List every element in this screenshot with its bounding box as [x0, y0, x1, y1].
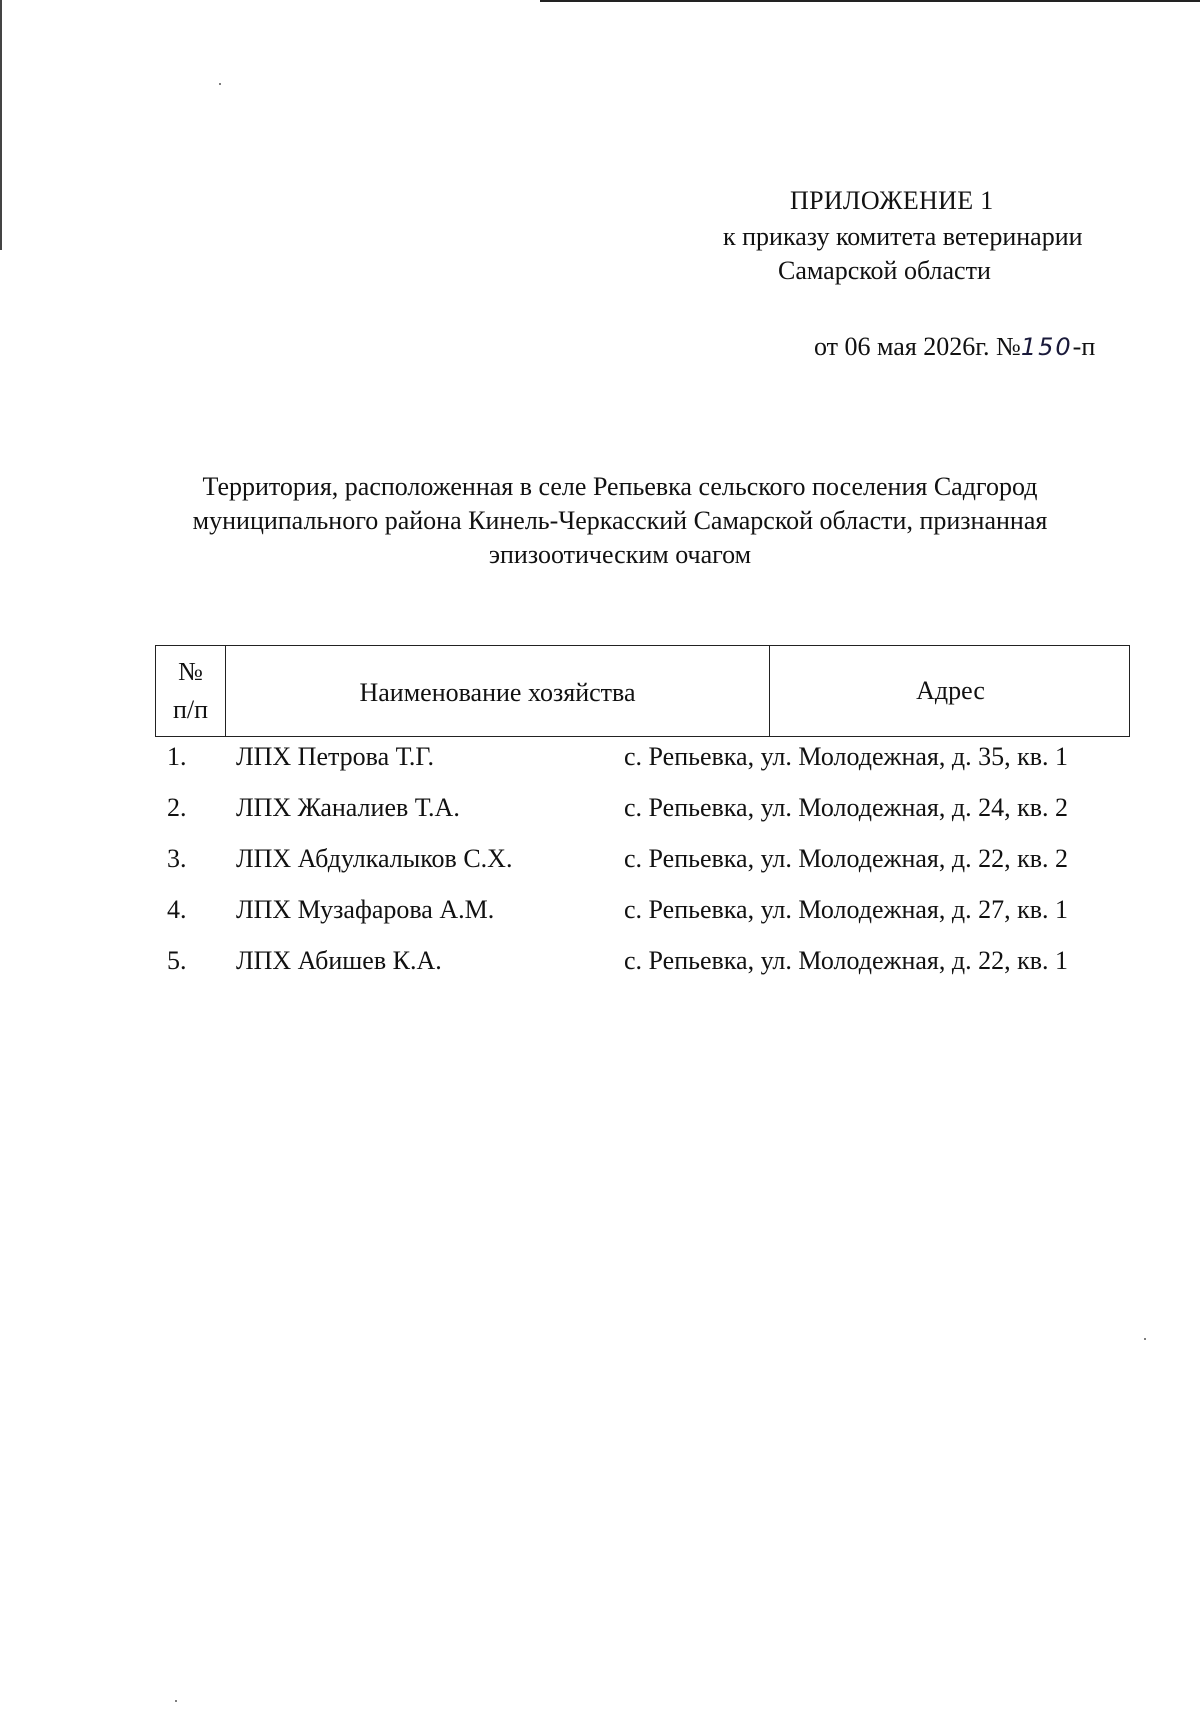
row-address: с. Репьевка, ул. Молодежная, д. 24, кв. 2 [624, 793, 1069, 822]
header-cell-name: Наименование хозяйства [226, 646, 770, 736]
scan-speck [175, 1700, 177, 1702]
table-row [155, 842, 1130, 893]
order-number-handwritten: 150 [1020, 333, 1073, 361]
table-body [155, 740, 1130, 995]
scan-speck [1144, 1338, 1146, 1340]
row-address: с. Репьевка, ул. Молодежная, д. 27, кв. 1 [624, 895, 1069, 924]
table-row [155, 893, 1130, 944]
row-farm-name: ЛПХ Абишев К.А. [236, 946, 442, 975]
table-row [155, 944, 1130, 995]
table-row [155, 791, 1130, 842]
row-number: 5. [167, 946, 187, 975]
order-prefix: от 06 мая 2026г. № [814, 332, 1021, 361]
document-title-line1: Территория, расположенная в селе Репьевка сельского поселения Садгород [202, 472, 1038, 501]
row-farm-name: ЛПХ Музафарова А.М. [236, 895, 495, 924]
scan-speck [219, 83, 221, 85]
header-cell-address: Адрес [916, 676, 985, 705]
order-suffix: -п [1072, 332, 1096, 361]
appendix-subtitle-line2: Самарской области [778, 256, 991, 285]
appendix-title: ПРИЛОЖЕНИЕ 1 [790, 186, 994, 215]
row-address: с. Репьевка, ул. Молодежная, д. 22, кв. 2 [624, 844, 1069, 873]
table-header [155, 645, 1130, 737]
row-number: 2. [167, 793, 187, 822]
row-farm-name: ЛПХ Петрова Т.Г. [236, 742, 435, 771]
row-address: с. Репьевка, ул. Молодежная, д. 22, кв. 1 [624, 946, 1069, 975]
order-reference [814, 330, 1095, 364]
document-title-line2: муниципального района Кинель-Черкасский Самарской области, признанная [192, 506, 1048, 535]
row-farm-name: ЛПХ Абдулкалыков С.Х. [236, 844, 513, 873]
row-number: 1. [167, 742, 187, 771]
row-number: 4. [167, 895, 187, 924]
row-number: 3. [167, 844, 187, 873]
table-row [155, 740, 1130, 791]
document-title [120, 470, 1120, 572]
header-number-pp: п/п [172, 695, 209, 724]
header-cell-number [156, 646, 226, 736]
row-farm-name: ЛПХ Жаналиев Т.А. [236, 793, 460, 822]
appendix-subtitle-line1: к приказу комитета ветеринарии [723, 222, 1083, 251]
document-title-line3: эпизоотическим очагом [488, 540, 752, 569]
scan-border-left [0, 0, 2, 250]
header-number-sign: № [178, 657, 203, 686]
row-address: с. Репьевка, ул. Молодежная, д. 35, кв. 1 [624, 742, 1069, 771]
scan-border-top [540, 0, 1200, 2]
